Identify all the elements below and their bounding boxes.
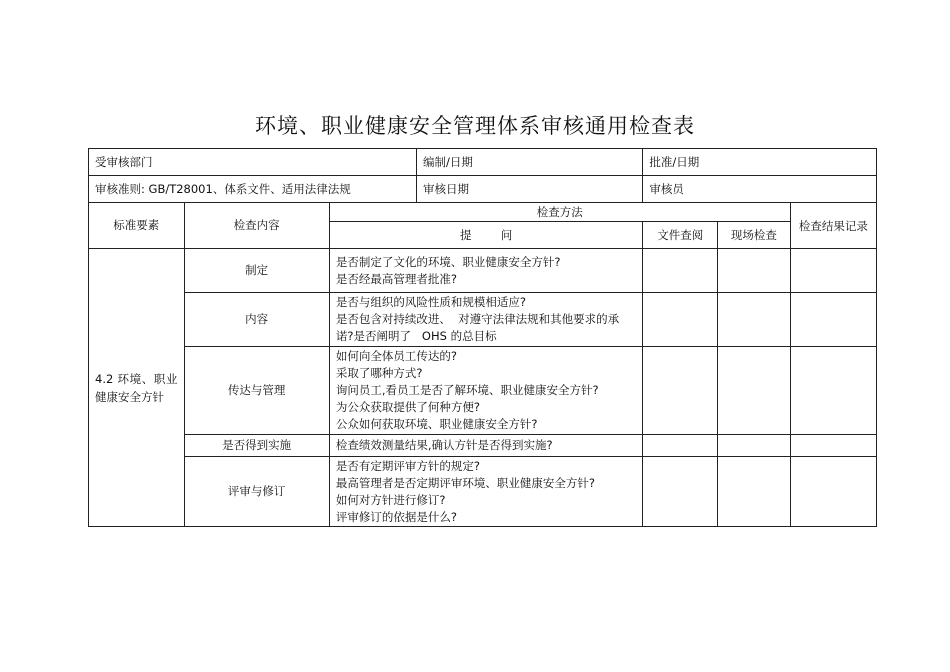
content-cell: 传达与管理 [184,347,329,435]
doc-check-cell[interactable] [643,457,718,527]
edit-date-cell[interactable]: 编制/日期 [417,149,643,176]
dept-cell[interactable]: 受审核部门 [89,149,417,176]
col-site-header: 现场检查 [718,222,791,249]
question-cell [329,435,643,457]
col-result-header: 检查结果记录 [790,203,876,249]
col-method-header: 检查方法 [329,203,790,222]
question-cell [329,293,643,347]
approve-date-cell[interactable]: 批准/日期 [643,149,877,176]
question-line: 是否包含对持续改进、 对遵守法律法规和其他要求的承 [335,312,620,326]
question-cell [329,249,643,293]
question-line: 采取了哪种方式? [335,366,423,380]
header-row-1 [89,149,877,176]
col-ask-header: 提 问 [329,222,643,249]
result-cell[interactable] [790,347,876,435]
table-row [89,457,877,527]
question-line: 是否与组织的风险性质和规模相适应? [335,295,526,309]
result-cell[interactable] [790,435,876,457]
content-cell: 内容 [184,293,329,347]
question-line: 诺?是否阐明了 OHS 的总目标 [335,329,497,343]
question-line: 公众如何获取环境、职业健康安全方针? [335,417,538,431]
question-cell [329,347,643,435]
question-line: 询问员工,看员工是否了解环境、职业健康安全方针? [335,383,599,397]
col-content-header: 检查内容 [184,203,329,249]
criteria-cell: 审核准则: GB/T28001、体系文件、适用法律法规 [89,176,417,203]
col-element-header: 标准要素 [89,203,185,249]
question-line: 评审修订的依据是什么? [335,509,457,524]
result-cell[interactable] [790,293,876,347]
question-line: 最高管理者是否定期评审环境、职业健康安全方针? [335,475,595,490]
site-check-cell[interactable] [718,347,791,435]
question-line: 如何向全体员工传达的? [335,349,457,363]
site-check-cell[interactable] [718,457,791,527]
col-doc-header: 文件查阅 [643,222,718,249]
auditor-cell[interactable]: 审核员 [643,176,877,203]
question-line: 如何对方针进行修订? [335,492,446,507]
question-line: 是否有定期评审方针的规定? [335,458,480,473]
question-line: 是否经最高管理者批准? [335,271,457,286]
table-row [89,347,877,435]
column-header-row-1 [89,203,877,222]
result-cell[interactable] [790,249,876,293]
content-cell: 评审与修订 [184,457,329,527]
table-row [89,293,877,347]
doc-check-cell[interactable] [643,435,718,457]
site-check-cell[interactable] [718,249,791,293]
content-cell: 是否得到实施 [184,435,329,457]
doc-check-cell[interactable] [643,249,718,293]
doc-check-cell[interactable] [643,293,718,347]
content-cell: 制定 [184,249,329,293]
table-row [89,435,877,457]
audit-date-cell[interactable]: 审核日期 [417,176,643,203]
page-title: 环境、职业健康安全管理体系审核通用检查表 [255,114,695,138]
doc-check-cell[interactable] [643,347,718,435]
element-cell: 4.2 环境、职业健康安全方针 [89,249,185,527]
checklist-table [88,148,877,527]
site-check-cell[interactable] [718,435,791,457]
question-line: 检查绩效测量结果,确认方针是否得到实施? [335,438,553,452]
question-line: 为公众获取提供了何种方便? [335,400,480,414]
question-line: 是否制定了文化的环境、职业健康安全方针? [335,254,561,269]
question-cell [329,457,643,527]
result-cell[interactable] [790,457,876,527]
table-row [89,249,877,293]
site-check-cell[interactable] [718,293,791,347]
header-row-2 [89,176,877,203]
